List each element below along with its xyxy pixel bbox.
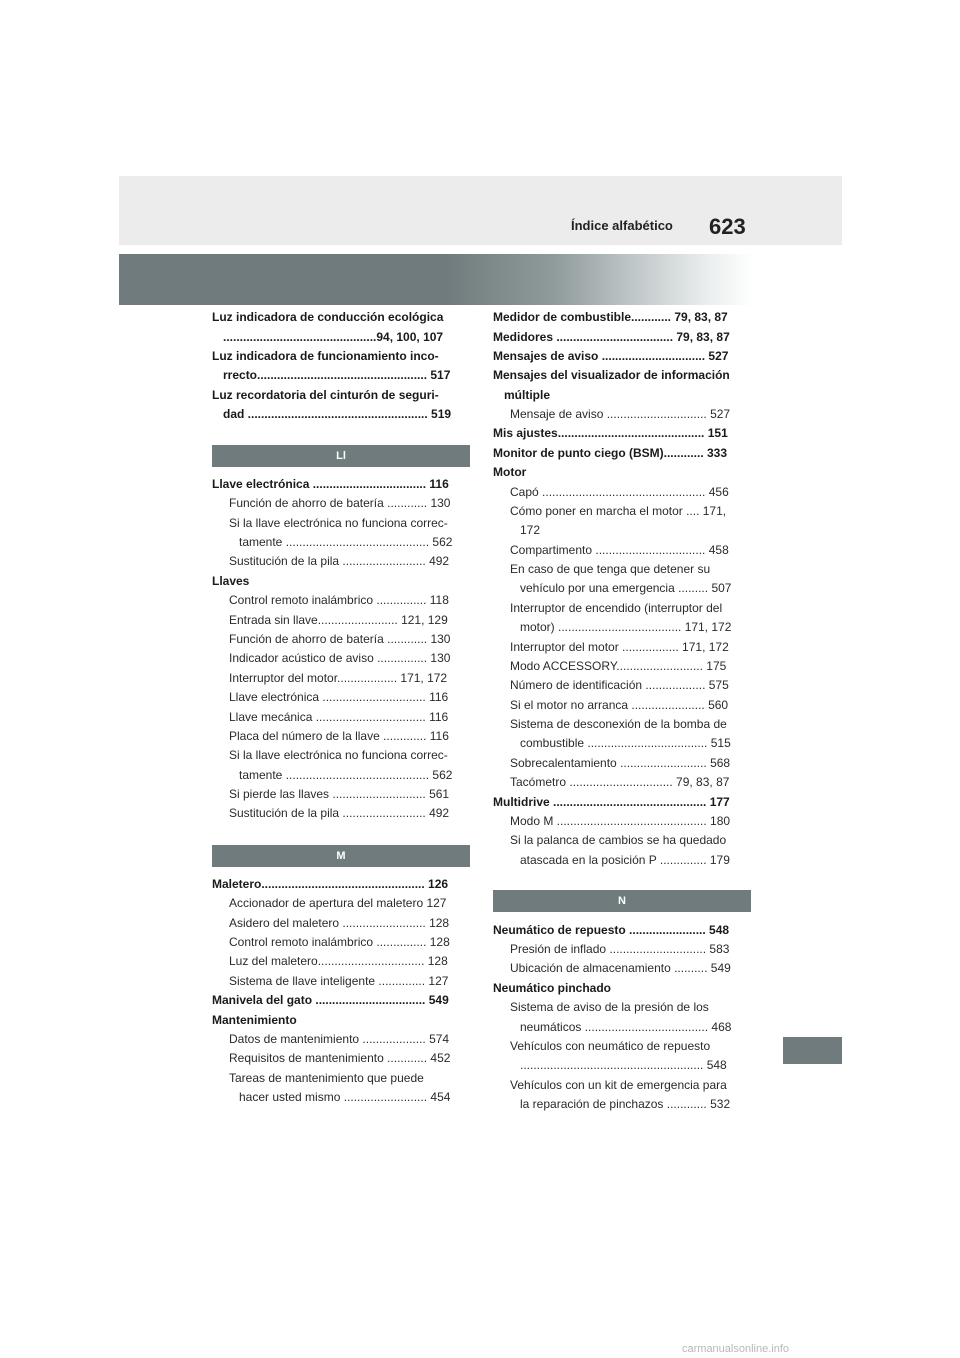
index-entry: Monitor de punto ciego (BSM)............ 333: [493, 446, 728, 460]
index-subentry: Indicador acústico de aviso ............... 130: [229, 651, 451, 665]
section-title: Índice alfabético: [571, 218, 673, 233]
index-entry: múltiple: [504, 388, 551, 402]
index-entry: Medidores ................................... 79, 83, 87: [493, 330, 730, 344]
index-subentry: Si pierde las llaves ............................ 561: [229, 787, 450, 801]
index-subentry: Capó ................................................. 456: [510, 485, 729, 499]
letter-bar-m: M: [212, 845, 470, 867]
index-subentry: Si la palanca de cambios se ha quedado: [510, 833, 727, 847]
index-subentry: Función de ahorro de batería ............ 130: [229, 632, 451, 646]
index-entry: Mis ajustes............................................ 151: [493, 426, 728, 440]
index-subentry: hacer usted mismo ......................... 454: [239, 1090, 451, 1104]
index-subentry: Interruptor del motor.................. 171, 172: [229, 671, 448, 685]
index-subentry: Asidero del maletero ......................... 128: [229, 916, 450, 930]
index-entry: Llaves: [212, 574, 250, 588]
index-entry: Medidor de combustible............ 79, 83, 87: [493, 310, 728, 324]
index-subentry: Función de ahorro de batería ............ 130: [229, 496, 451, 510]
index-subentry: Interruptor de encendido (interruptor del: [510, 601, 723, 615]
index-entry: dad ...................................................... 519: [223, 407, 452, 421]
index-subentry: Control remoto inalámbrico ............... 128: [229, 935, 450, 949]
index-entry: Luz indicadora de funcionamiento inco-: [212, 349, 439, 363]
index-entry: rrecto................................................... 517: [223, 368, 451, 382]
index-subentry: Presión de inflado ............................. 583: [510, 942, 730, 956]
index-subentry: tamente ........................................... 562: [239, 535, 453, 549]
index-subentry: Compartimento ................................. 458: [510, 543, 729, 557]
index-subentry: Sistema de llave inteligente .............. 127: [229, 974, 449, 988]
index-entry: Luz recordatoria del cinturón de seguri-: [212, 388, 439, 402]
index-subentry: Tareas de mantenimiento que puede: [229, 1071, 424, 1085]
index-subentry: Llave electrónica ............................... 116: [229, 690, 449, 704]
index-entry: Maletero................................................. 126: [212, 877, 449, 891]
index-subentry: atascada en la posición P .............. 179: [520, 853, 730, 867]
index-subentry: Sustitución de la pila ......................... 492: [229, 554, 450, 568]
index-subentry: Entrada sin llave........................ 121, 129: [229, 613, 448, 627]
index-subentry: combustible .................................... 515: [520, 736, 731, 750]
index-entry: Manivela del gato ................................. 549: [212, 993, 449, 1007]
index-subentry: 172: [520, 523, 541, 537]
index-subentry: Modo ACCESSORY.......................... 175: [510, 659, 727, 673]
index-subentry: Sistema de desconexión de la bomba de: [510, 717, 727, 731]
index-entry: Mensajes del visualizador de información: [493, 368, 730, 382]
index-subentry: En caso de que tenga que detener su: [510, 562, 711, 576]
index-subentry: vehículo por una emergencia ......... 507: [520, 581, 732, 595]
index-entry: Mensajes de aviso ............................... 527: [493, 349, 729, 363]
index-entry: Luz indicadora de conducción ecológica: [212, 310, 444, 324]
letter-bar-ll: Ll: [212, 445, 470, 467]
index-subentry: Cómo poner en marcha el motor .... 171,: [510, 504, 727, 518]
index-subentry: Si el motor no arranca ...................... 560: [510, 698, 729, 712]
index-subentry: Luz del maletero................................ 128: [229, 954, 448, 968]
index-subentry: Vehículos con un kit de emergencia para: [510, 1078, 727, 1092]
index-entry: ..............................................94, 100, 107: [223, 330, 444, 344]
index-subentry: Mensaje de aviso .............................. 527: [510, 407, 731, 421]
index-entry: Neumático pinchado: [493, 981, 612, 995]
index-subentry: Modo M ............................................. 180: [510, 814, 731, 828]
index-subentry: Ubicación de almacenamiento .......... 549: [510, 961, 731, 975]
index-subentry: Sobrecalentamiento .......................... 568: [510, 756, 731, 770]
index-subentry: Datos de mantenimiento ................... 574: [229, 1032, 450, 1046]
index-subentry: Número de identificación .................. 575: [510, 678, 729, 692]
index-subentry: neumáticos ..................................... 468: [520, 1020, 732, 1034]
index-entry: Motor: [493, 465, 527, 479]
letter-bar-n: N: [493, 890, 751, 912]
index-subentry: Si la llave electrónica no funciona correc-: [229, 748, 448, 762]
index-entry: Llave electrónica .................................. 116: [212, 477, 449, 491]
index-subentry: Requisitos de mantenimiento ............ 452: [229, 1051, 451, 1065]
page-number: 623: [709, 214, 746, 239]
index-subentry: Control remoto inalámbrico ............... 118: [229, 593, 449, 607]
index-subentry: Si la llave electrónica no funciona correc-: [229, 516, 448, 530]
index-subentry: la reparación de pinchazos ............ 532: [520, 1097, 731, 1111]
index-entry: Neumático de repuesto ....................... 548: [493, 923, 730, 937]
index-subentry: motor) ..................................... 171, 172: [520, 620, 732, 634]
index-subentry: Vehículos con neumático de repuesto: [510, 1039, 711, 1053]
index-entry: Mantenimiento: [212, 1013, 297, 1027]
index-subentry: Interruptor del motor ................. 171, 172: [510, 640, 729, 654]
index-subentry: tamente ........................................... 562: [239, 768, 453, 782]
index-subentry: Sistema de aviso de la presión de los: [510, 1000, 709, 1014]
header-band: [119, 254, 842, 305]
index-subentry: Accionador de apertura del maletero 127: [229, 896, 447, 910]
index-entry: Multidrive .............................................. 177: [493, 795, 730, 809]
index-subentry: Llave mecánica ................................. 116: [229, 710, 449, 724]
chapter-side-tab: [783, 1037, 842, 1064]
index-subentry: ....................................................... 548: [520, 1058, 727, 1072]
index-subentry: Tacómetro ............................... 79, 83, 87: [510, 775, 730, 789]
index-subentry: Placa del número de la llave ............. 116: [229, 729, 449, 743]
index-subentry: Sustitución de la pila ......................... 492: [229, 806, 450, 820]
footer-watermark: carmanualsonline.info: [682, 1343, 790, 1355]
